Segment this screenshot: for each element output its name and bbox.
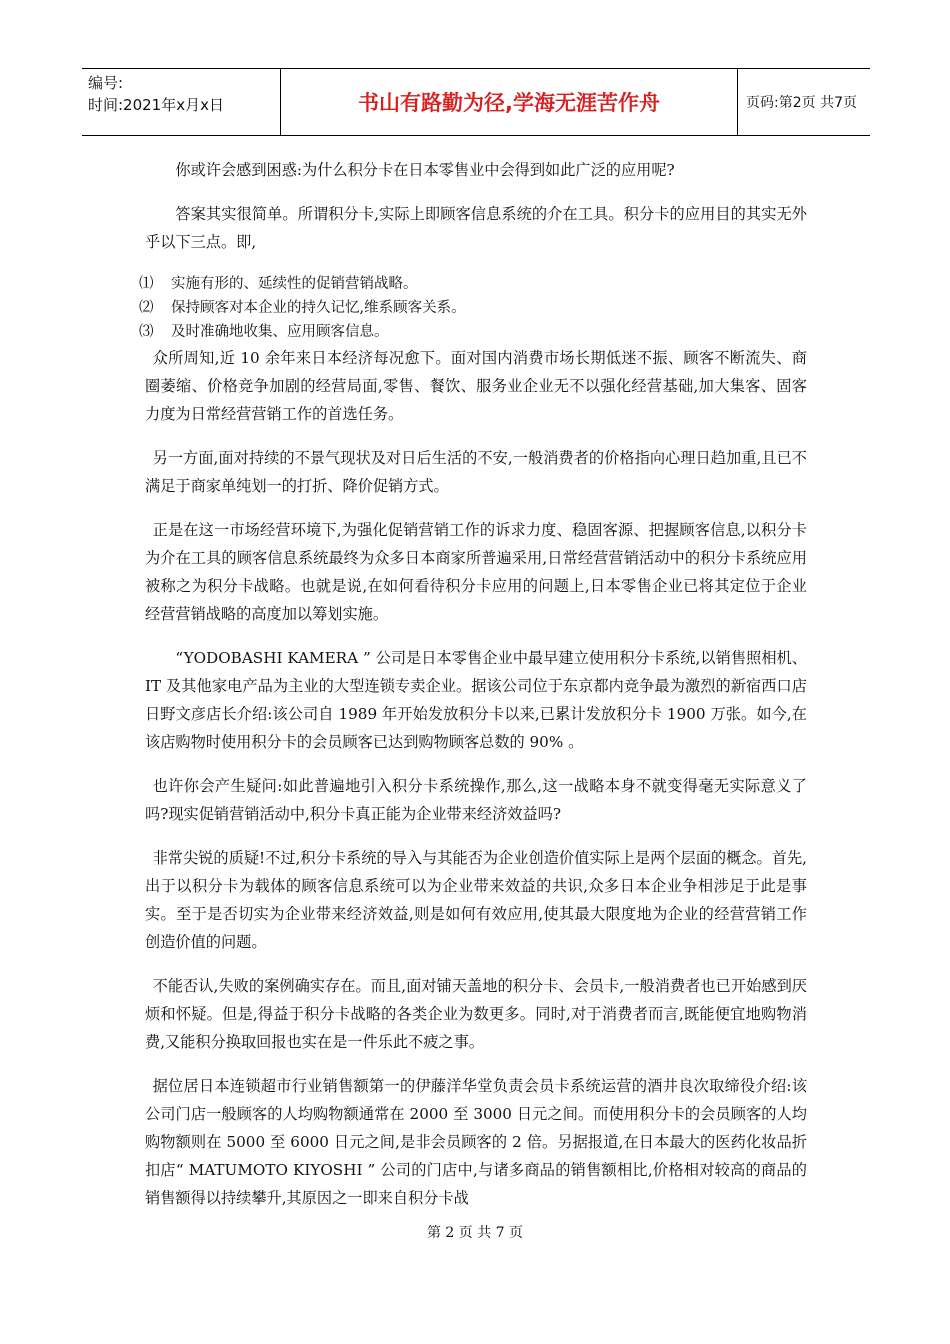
paragraph-5: 正是在这一市场经营环境下,为强化促销营销工作的诉求力度、稳固客源、把握顾客信息,以积分卡为介在工具的顾客信息系统最终为众多日本商家所普遍采用,日常经营营销活动中的积分卡系统应用被称之为积分卡战略。也就是说,在如何看待积分卡应用的问题上,日本零售企业已将其定位于企业经营营销战略的高度加以筹划实施。: [145, 521, 807, 623]
list-item: [139, 296, 807, 320]
paragraph-2: 答案其实很简单。所谓积分卡,实际上即顾客信息系统的介在工具。积分卡的应用目的其实无外乎以下三点。即,: [145, 205, 807, 251]
paragraph-3: 众所周知,近 10 余年来日本经济每况愈下。面对国内消费市场长期低迷不振、顾客不断流失、商圈萎缩、价格竞争加剧的经营局面,零售、餐饮、服务业企业无不以强化经营基础,加大集客、固客力度为日常经营营销工作的首选任务。: [145, 349, 807, 423]
header-motto: 书山有路勤为径,学海无涯苦作舟: [280, 69, 738, 135]
page-footer: 第 2 页 共 7 页: [426, 1225, 524, 1241]
page-header: [82, 68, 870, 136]
paragraph-7: 也许你会产生疑问:如此普遍地引入积分卡系统操作,那么,这一战略本身不就变得毫无实际意义了吗?现实促销营销活动中,积分卡真正能为企业带来经济效益吗?: [145, 777, 807, 823]
list-item-text: 及时准确地收集、应用顾客信息。: [171, 324, 389, 340]
list-item-number: ⑶: [139, 324, 154, 340]
list-item-text: 保持顾客对本企业的持久记忆,维系顾客关系。: [171, 300, 466, 316]
paragraph-9: 不能否认,失败的案例确实存在。而且,面对铺天盖地的积分卡、会员卡,一般消费者也已开始感到厌烦和怀疑。但是,得益于积分卡战略的各类企业为数更多。同时,对于消费者而言,既能便宜地购物消费,又能积分换取回报也实在是一件乐此不疲之事。: [145, 977, 807, 1051]
paragraph-8: 非常尖锐的质疑!不过,积分卡系统的导入与其能否为企业创造价值实际上是两个层面的概念。首先,出于以积分卡为载体的顾客信息系统可以为企业带来效益的共识,众多日本企业争相涉足于此是事实。至于是否切实为企业带来经济效益,则是如何有效应用,使其最大限度地为企业的经营营销工作创造价值的问题。: [145, 849, 807, 951]
paragraph-6: “YODOBASHI KAMERA ” 公司是日本零售企业中最早建立使用积分卡系统,以销售照相机、 IT 及其他家电产品为主业的大型连锁专卖企业。据该公司位于东京都内竞争最为激烈的新宿西口店日野文彦店长介绍:该公司自 1989 年开始发放积分卡以来,已累计发放积分卡 1900 万张。如今,在该店购物时使用积分卡的会员顾客已达到购物顾客总数的 90% 。: [145, 649, 807, 751]
header-page-number: 页码:第2页 共7页: [746, 95, 857, 111]
paragraph-10: 据位居日本连锁超市行业销售额第一的伊藤洋华堂负责会员卡系统运营的酒井良次取缔役介绍:该公司门店一般顾客的人均购物额通常在 2000 至 3000 日元之间。而使用积分卡的会员顾客的人均购物额则在 5000 至 6000 日元之间,是非会员顾客的 2 倍。另据报道,在日本最大的医药化妆品折扣店“ MATUMOTO KIYOSHI ” 公司的门店中,与诸多商品的销售额相比,价格相对较高的商品的销售额得以持续攀升,其原因之一即来自积分卡战: [145, 1077, 807, 1207]
list-item: [139, 320, 807, 344]
paragraph-4: 另一方面,面对持续的不景气现状及对日后生活的不安,一般消费者的价格指向心理日趋加重,且已不满足于商家单纯划一的打折、降价促销方式。: [145, 449, 807, 495]
list-item: [139, 272, 807, 296]
header-meta: [82, 69, 280, 135]
document-time-label: 时间:2021年x月x日: [88, 96, 224, 114]
paragraph-1: 你或许会感到困惑:为什么积分卡在日本零售业中会得到如此广泛的应用呢?: [175, 161, 675, 179]
list-item-text: 实施有形的、延续性的促销营销战略。: [171, 276, 418, 292]
document-number-label: 编号:: [88, 74, 124, 92]
document-body: [139, 156, 807, 1212]
list-item-number: ⑴: [139, 276, 154, 292]
list-item-number: ⑵: [139, 300, 154, 316]
purpose-list: [139, 272, 807, 344]
